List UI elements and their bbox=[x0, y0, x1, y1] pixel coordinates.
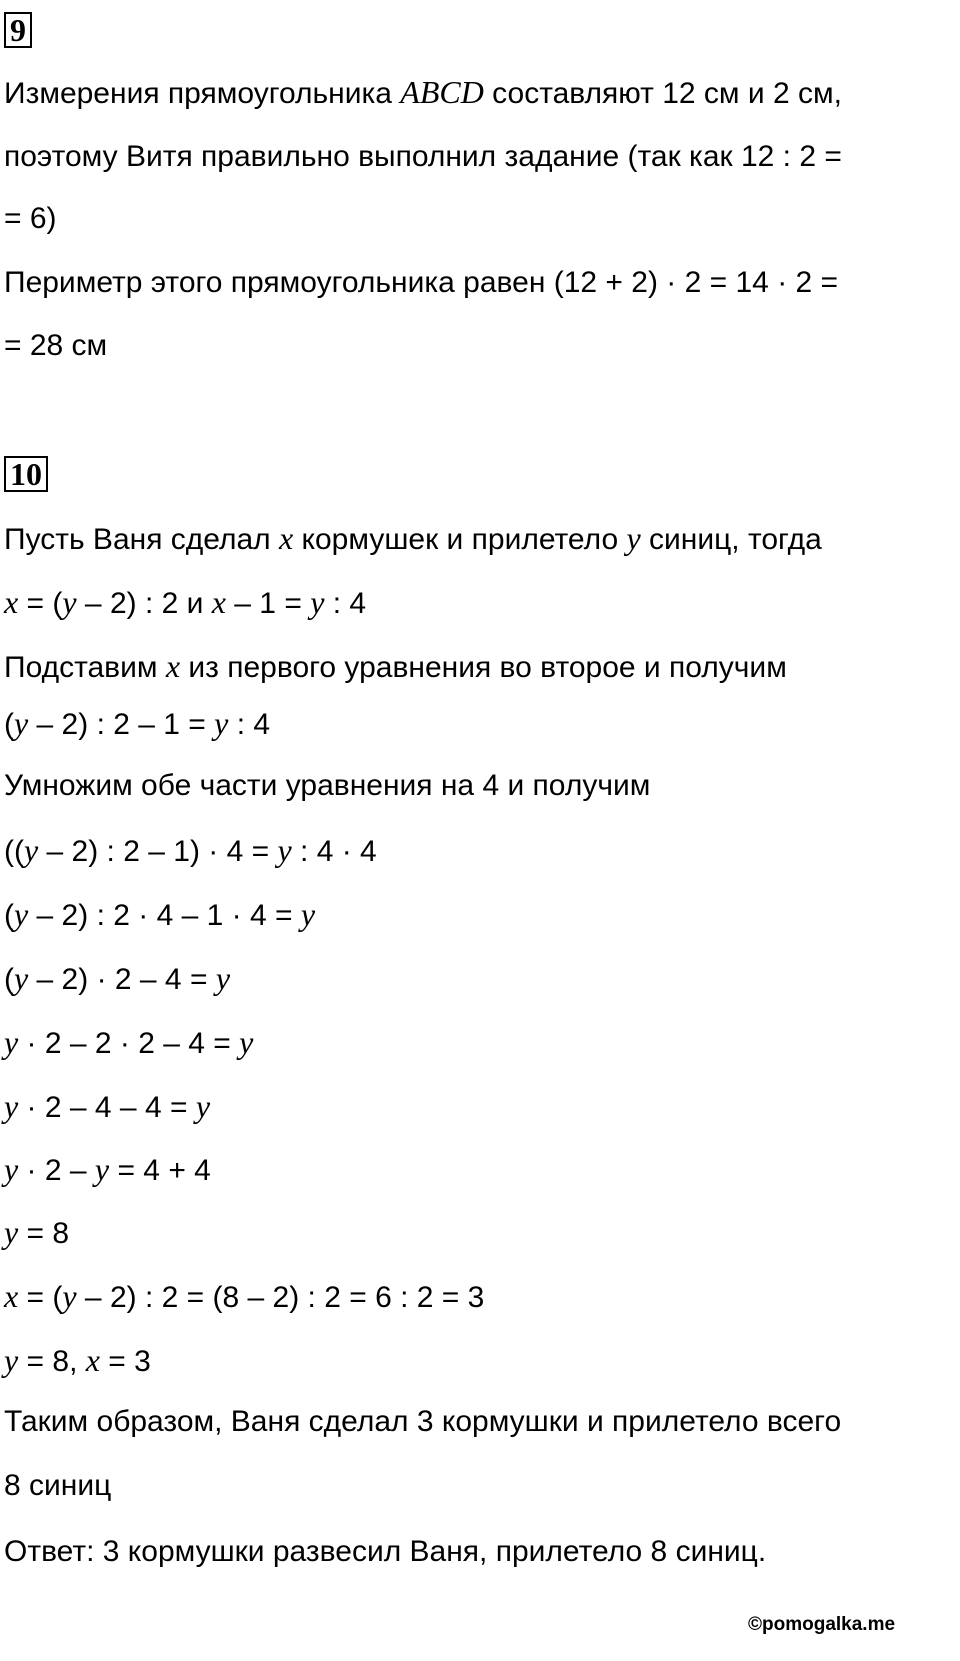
equation-8: y · 2 – y = 4 + 4 bbox=[4, 1151, 211, 1187]
equation-9: y = 8 bbox=[4, 1214, 70, 1250]
task-9-number: 9 bbox=[4, 12, 32, 48]
answer-line: Ответ: 3 кормушки развесил Ваня, прилетело 8 синиц. bbox=[4, 1535, 767, 1568]
equation-7: y · 2 – 4 – 4 = y bbox=[4, 1088, 211, 1124]
equation-1: x = (y – 2) : 2 и x – 1 = y : 4 bbox=[4, 584, 367, 620]
conclusion-line-2: 8 синиц bbox=[4, 1469, 112, 1502]
equation-6: y · 2 – 2 · 2 – 4 = y bbox=[4, 1024, 254, 1060]
equation-3: ((y – 2) : 2 – 1) · 4 = y : 4 · 4 bbox=[4, 832, 377, 868]
task-9-line-4: Периметр этого прямоугольника равен (12 + 2) · 2 = 14 · 2 = bbox=[4, 266, 839, 299]
substitute-text: Подставим x из первого уравнения во второе и получим bbox=[4, 648, 787, 684]
task-9-line-3: = 6) bbox=[4, 202, 57, 235]
task-10-number: 10 bbox=[4, 456, 48, 492]
conclusion-line-1: Таким образом, Ваня сделал 3 кормушки и прилетело всего bbox=[4, 1405, 842, 1438]
task-9-line-1: Измерения прямоугольника ABCD составляют 12 см и 2 см, bbox=[4, 74, 842, 110]
multiply-text: Умножим обе части уравнения на 4 и получим bbox=[4, 769, 651, 802]
equation-11: y = 8, x = 3 bbox=[4, 1342, 151, 1378]
var-abcd: ABCD bbox=[400, 74, 484, 110]
equation-4: (y – 2) : 2 · 4 – 1 · 4 = y bbox=[4, 896, 316, 932]
equation-10: x = (y – 2) : 2 = (8 – 2) : 2 = 6 : 2 = 3 bbox=[4, 1278, 485, 1314]
watermark: ©pomogalka.me bbox=[748, 1614, 896, 1635]
equation-2: (y – 2) : 2 – 1 = y : 4 bbox=[4, 705, 271, 741]
task-9-line-2: поэтому Витя правильно выполнил задание (так как 12 : 2 = bbox=[4, 140, 842, 173]
task-10-intro: Пусть Ваня сделал x кормушек и прилетело y синиц, тогда bbox=[4, 520, 822, 556]
equation-5: (y – 2) · 2 – 4 = y bbox=[4, 960, 231, 996]
task-9-line-5: = 28 см bbox=[4, 329, 108, 362]
